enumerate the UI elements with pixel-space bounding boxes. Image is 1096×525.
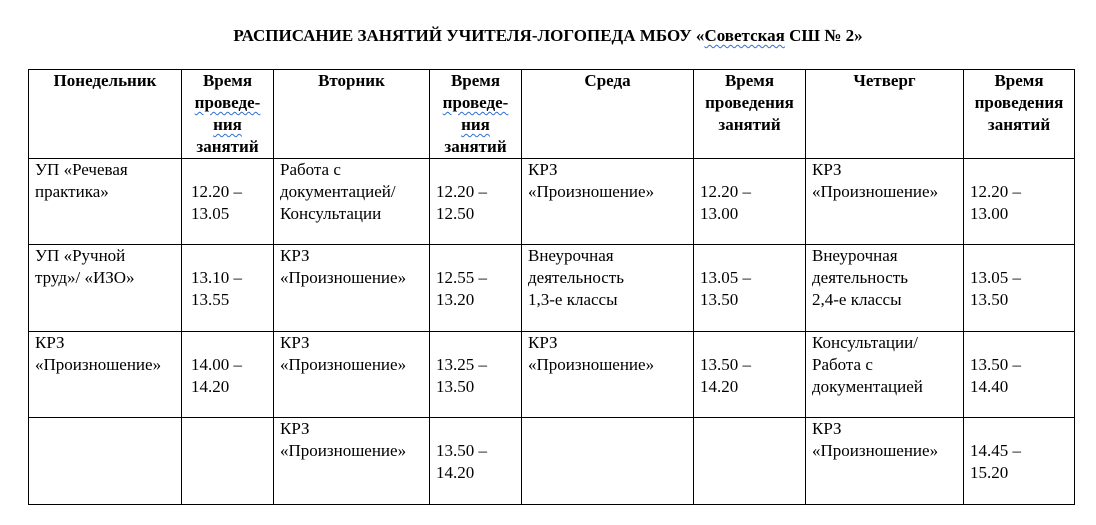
cell-thursday: КРЗ «Произношение»	[806, 418, 964, 505]
cell-time-thursday: 12.20 – 13.00	[964, 159, 1075, 245]
cell-tuesday: КРЗ «Произношение»	[274, 332, 430, 418]
header-thursday: Четверг	[806, 70, 964, 159]
cell-time-wednesday: 13.05 – 13.50	[694, 245, 806, 332]
cell-thursday: КРЗ «Произношение»	[806, 159, 964, 245]
cell-monday: УП «Ручной труд»/ «ИЗО»	[29, 245, 182, 332]
cell-thursday: Внеурочная деятельность 2,4-е классы	[806, 245, 964, 332]
cell-wednesday: КРЗ «Произношение»	[522, 159, 694, 245]
cell-tuesday: КРЗ «Произношение»	[274, 418, 430, 505]
header-time-monday: Время проведе- ния занятий	[182, 70, 274, 159]
cell-monday	[29, 418, 182, 505]
table-row	[29, 245, 1075, 332]
cell-monday: УП «Речевая практика»	[29, 159, 182, 245]
title-text-end: СШ № 2»	[784, 26, 863, 45]
header-wednesday: Среда	[522, 70, 694, 159]
cell-time-monday: 13.10 – 13.55	[182, 245, 274, 332]
header-time-thursday: Время проведения занятий	[964, 70, 1075, 159]
cell-time-monday	[182, 418, 274, 505]
cell-time-wednesday	[694, 418, 806, 505]
header-time-tuesday: Время проведе- ния занятий	[430, 70, 522, 159]
cell-thursday: Консультации/ Работа с документацией	[806, 332, 964, 418]
table-row	[29, 332, 1075, 418]
cell-wednesday	[522, 418, 694, 505]
cell-time-thursday: 13.50 – 14.40	[964, 332, 1075, 418]
cell-tuesday: КРЗ «Произношение»	[274, 245, 430, 332]
header-row	[29, 70, 1075, 159]
title-text: РАСПИСАНИЕ ЗАНЯТИЙ УЧИТЕЛЯ-ЛОГОПЕДА МБОУ «	[233, 26, 705, 45]
cell-time-monday: 12.20 – 13.05	[182, 159, 274, 245]
cell-time-tuesday: 13.50 – 14.20	[430, 418, 522, 505]
page-title	[0, 24, 1096, 48]
cell-time-thursday: 14.45 – 15.20	[964, 418, 1075, 505]
cell-time-wednesday: 13.50 – 14.20	[694, 332, 806, 418]
cell-wednesday: Внеурочная деятельность 1,3-е классы	[522, 245, 694, 332]
cell-time-wednesday: 12.20 – 13.00	[694, 159, 806, 245]
cell-monday: КРЗ «Произношение»	[29, 332, 182, 418]
header-time-wednesday: Время проведения занятий	[694, 70, 806, 159]
cell-time-tuesday: 13.25 – 13.50	[430, 332, 522, 418]
cell-time-thursday: 13.05 – 13.50	[964, 245, 1075, 332]
header-tuesday: Вторник	[274, 70, 430, 159]
table-row	[29, 418, 1075, 505]
cell-tuesday: Работа с документацией/ Консультации	[274, 159, 430, 245]
schedule-table	[28, 69, 1075, 505]
title-school-name: Советская	[704, 26, 785, 45]
table-row	[29, 159, 1075, 245]
cell-time-tuesday: 12.55 – 13.20	[430, 245, 522, 332]
cell-time-monday: 14.00 – 14.20	[182, 332, 274, 418]
cell-time-tuesday: 12.20 – 12.50	[430, 159, 522, 245]
cell-wednesday: КРЗ «Произношение»	[522, 332, 694, 418]
header-monday: Понедельник	[29, 70, 182, 159]
